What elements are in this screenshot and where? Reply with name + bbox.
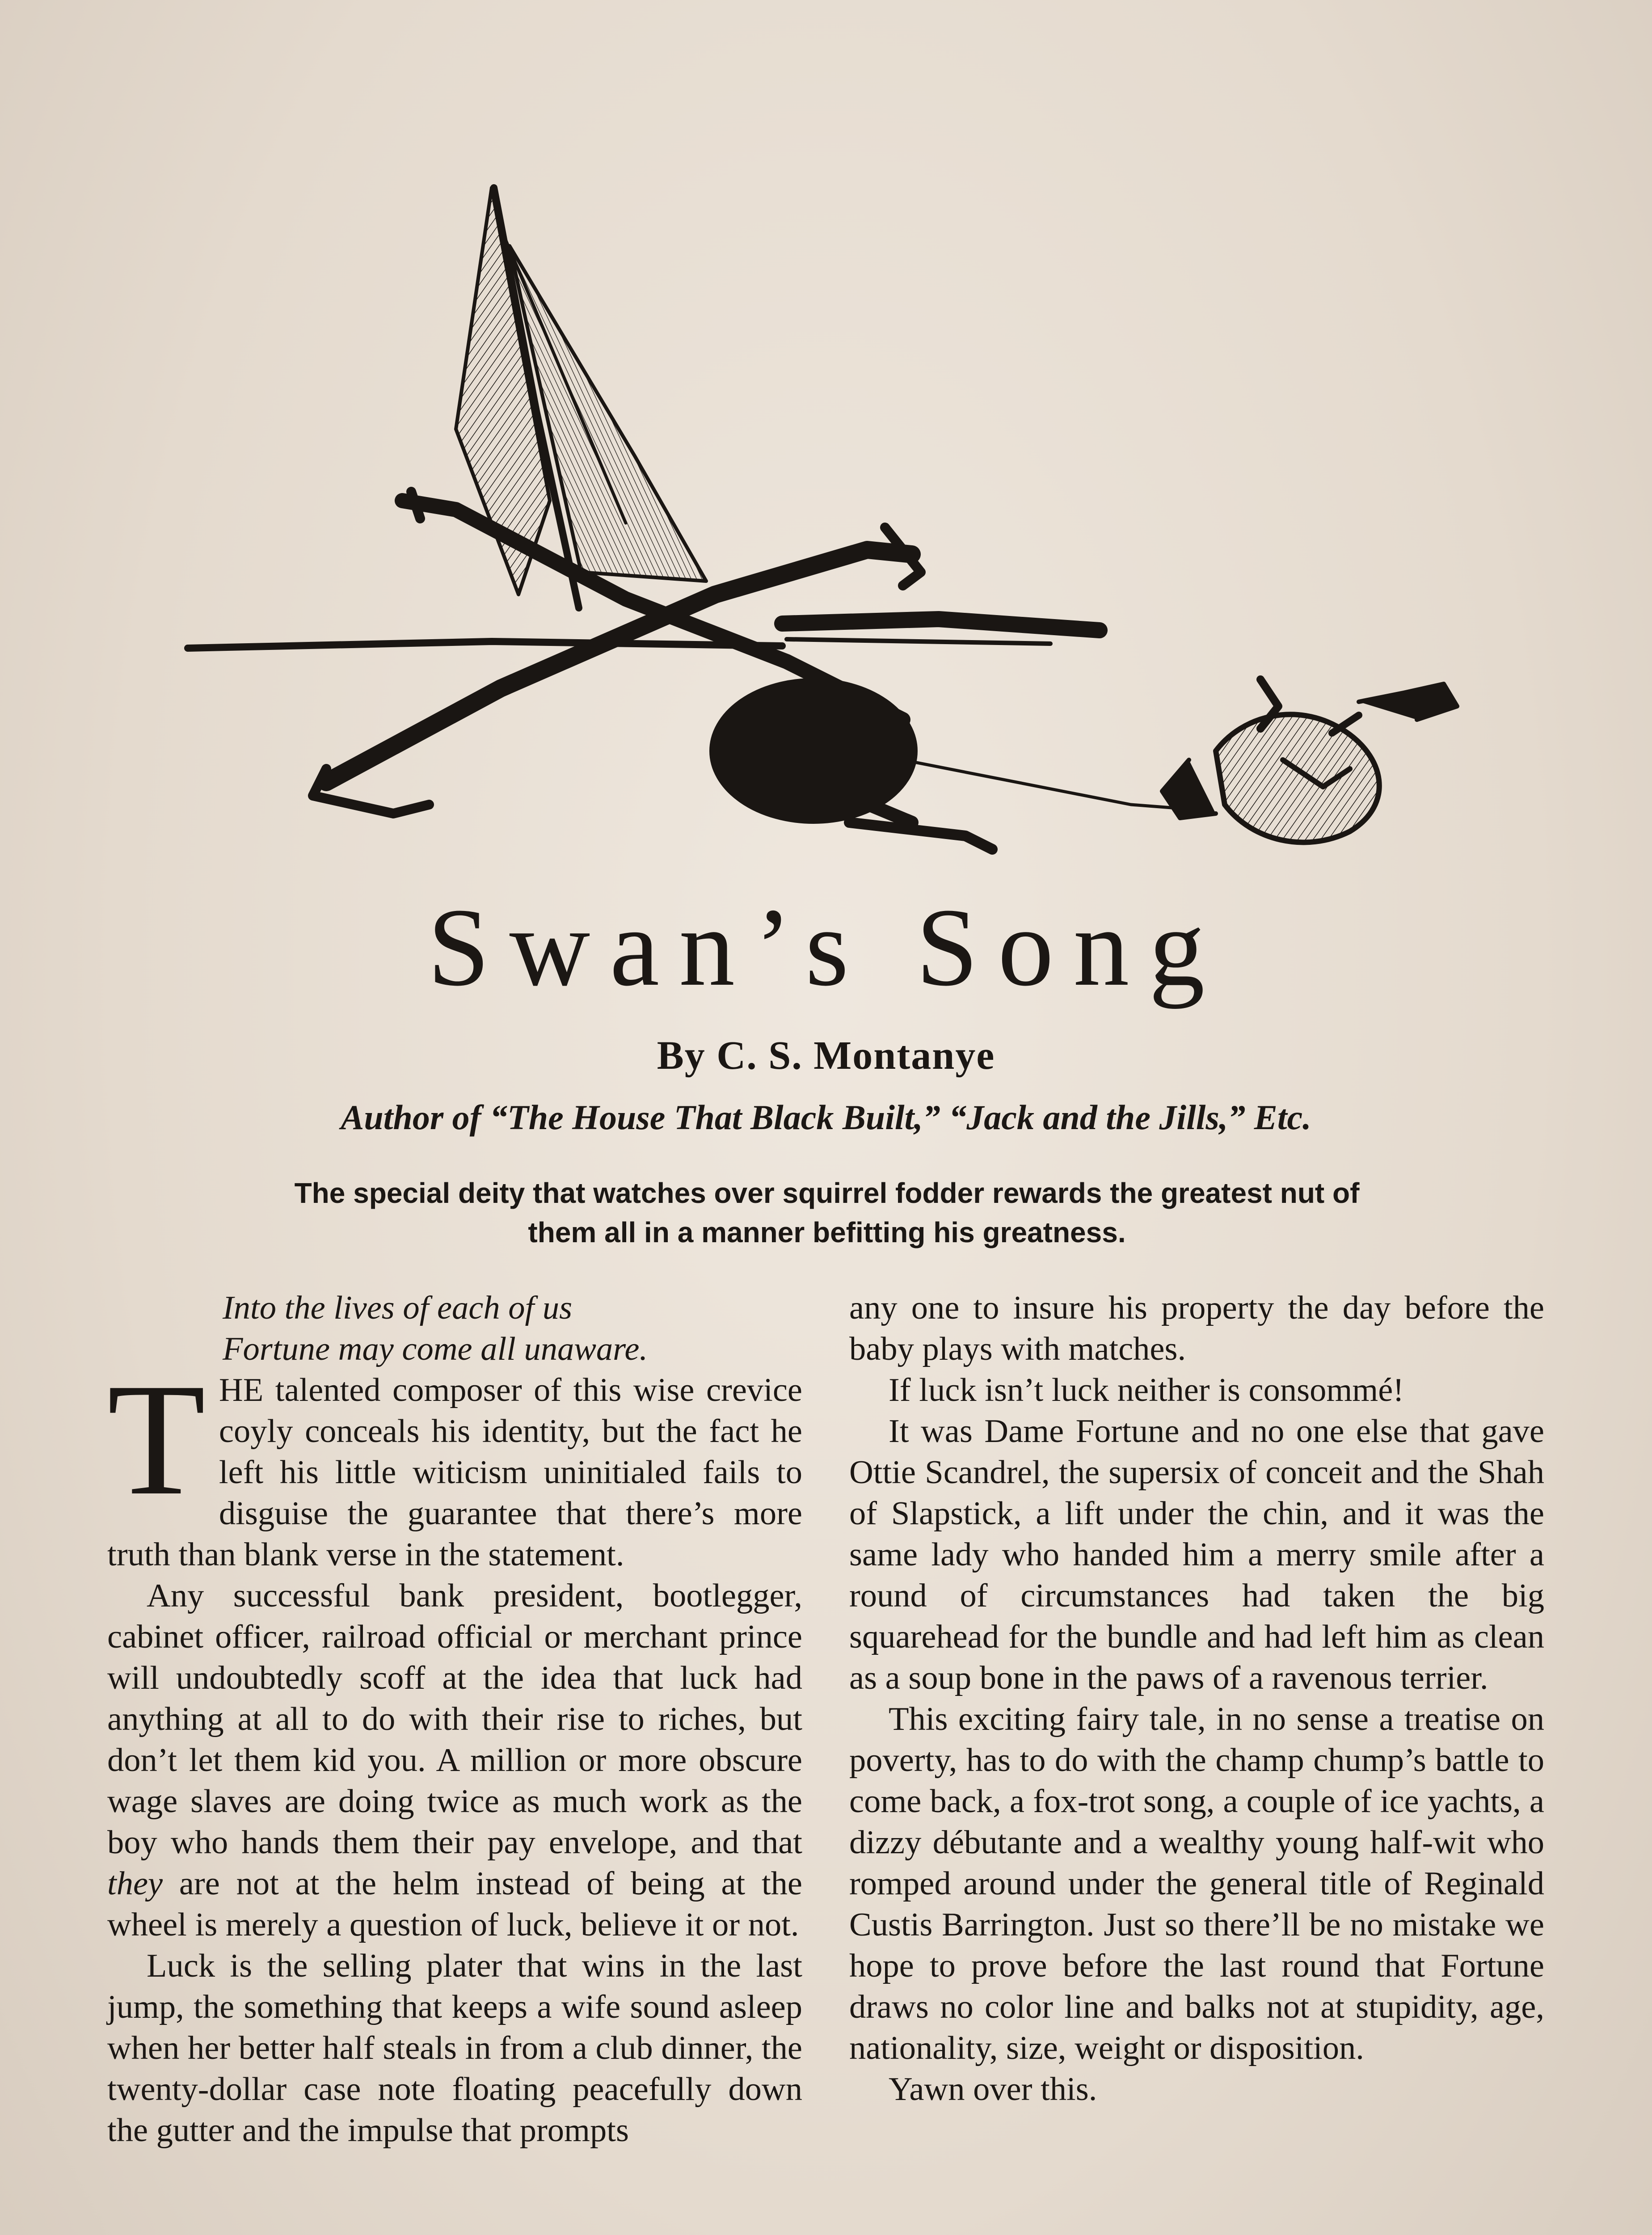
epigraph-line-2: Fortune may come all unaware.: [223, 1331, 648, 1367]
paragraph-2-before: Any successful bank president, bootlegger, cabinet officer, railroad official or merchant prince will undoubtedly scoff at the idea that luck had anything at all to do with their rise to riches, but don’t let them kid you. A million or more obscure wage slaves are doing twice as much work as the boy who hands them their pay envelope, and that: [107, 1577, 802, 1861]
ice-yacht-crash-illustration: [179, 179, 1488, 876]
byline: By C. S. Montanye: [657, 1033, 995, 1078]
right-column: [849, 1287, 1544, 2110]
drop-cap: T: [107, 1350, 206, 1528]
paragraph-5: It was Dame Fortune and no one else that gave Ottie Scandrel, the supersix of conceit and the Shah of Slapstick, a lift under the chin, and it was the same lady who handed him a merry smile after a round of circumstances had taken the big squarehead for the bundle and had left him as clean as a soup bone in the paws of a ravenous terrier.: [849, 1413, 1544, 1696]
article-title: Swan’s Song: [427, 886, 1225, 1009]
paragraph-2: [107, 1575, 802, 1945]
paragraph-7: Yawn over this.: [889, 2071, 1097, 2108]
paragraph-3: Luck is the selling plater that wins in the last jump, the something that keeps a wife sound asleep when her better half steals in from a club dinner, the twenty-dollar case note floating peacefully down the gutter and the impulse that prompts: [107, 1948, 802, 2149]
paragraph-3-continued: any one to insure his property the day before the baby plays with matches.: [849, 1290, 1544, 1367]
author-credits: Author of “The House That Black Built,” “Jack and the Jills,” Etc.: [341, 1098, 1311, 1137]
paragraph-4: If luck isn’t luck neither is consommé!: [889, 1372, 1404, 1408]
paragraph-1: [107, 1350, 802, 1575]
left-column: [107, 1287, 802, 2151]
paragraph-2-after: are not at the helm instead of being at the wheel is merely a question of luck, believe it or not.: [107, 1865, 802, 1943]
paragraph-6: This exciting fairy tale, in no sense a treatise on poverty, has to do with the champ chump’s battle to come back, a fox-trot song, a couple of ice yachts, a dizzy débutante and a wealthy young half-wit who romped around under the general title of Reginald Custis Barrington. Just so there’ll be no mistake we hope to prove before the last round that Fortune draws no color line and balks not at stupidity, age, nationality, size, weight or disposition.: [849, 1701, 1544, 2066]
paragraph-2-emphasis: they: [107, 1865, 163, 1902]
article-deck: The special deity that watches over squirrel fodder rewards the greatest nut of them all in a manner befitting his greatness.: [294, 1177, 1360, 1248]
epigraph-line-1: Into the lives of each of us: [223, 1290, 573, 1326]
paragraph-1-text: HE talented composer of this wise crevice coyly conceals his identity, but the fact he left his little witicism uninitialed fails to disguise the guarantee that there’s more truth than blank verse in the statement.: [107, 1372, 802, 1573]
